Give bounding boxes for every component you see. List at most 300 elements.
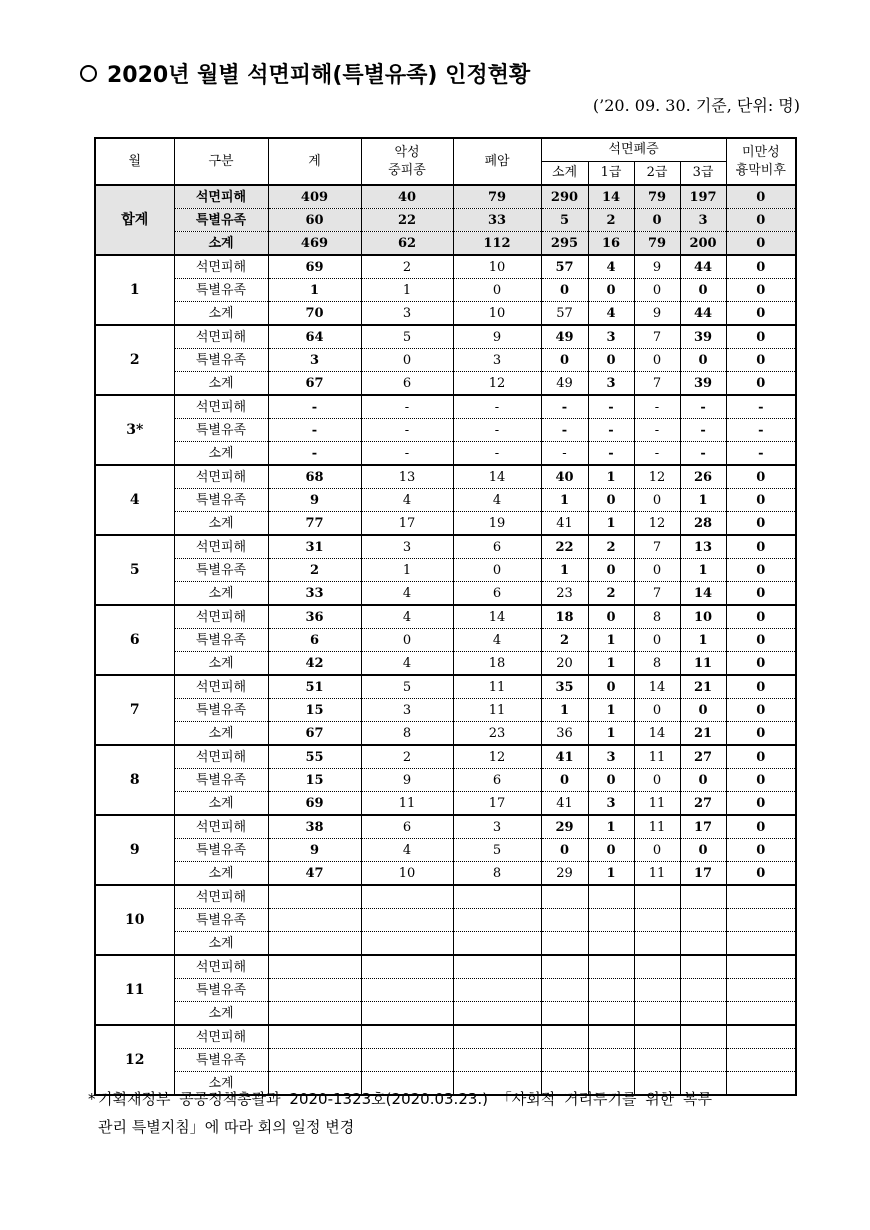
value-cell: 0 xyxy=(588,489,634,512)
table-row xyxy=(95,605,796,629)
value-cell: 2 xyxy=(588,535,634,559)
value-cell: 17 xyxy=(680,815,726,839)
value-cell xyxy=(361,1025,453,1049)
value-cell: 2 xyxy=(268,559,361,582)
table-row xyxy=(95,1025,796,1049)
value-cell xyxy=(453,979,541,1002)
value-cell: 23 xyxy=(541,582,588,606)
value-cell: 6 xyxy=(361,815,453,839)
value-cell: 18 xyxy=(541,605,588,629)
value-cell: 27 xyxy=(680,745,726,769)
table-row xyxy=(95,699,796,722)
value-cell: 5 xyxy=(453,839,541,862)
value-cell xyxy=(541,1002,588,1026)
value-cell xyxy=(588,1025,634,1049)
value-cell xyxy=(541,932,588,956)
value-cell xyxy=(726,979,796,1002)
category-cell: 소계 xyxy=(174,232,268,256)
value-cell: 19 xyxy=(453,512,541,536)
value-cell: 0 xyxy=(726,535,796,559)
table-row xyxy=(95,932,796,956)
category-cell: 특별유족 xyxy=(174,279,268,302)
value-cell: 1 xyxy=(268,279,361,302)
value-cell: 0 xyxy=(453,559,541,582)
value-cell: 0 xyxy=(726,792,796,816)
value-cell xyxy=(268,932,361,956)
value-cell: 0 xyxy=(726,652,796,676)
value-cell: - xyxy=(361,395,453,419)
value-cell: 67 xyxy=(268,372,361,396)
value-cell: - xyxy=(634,395,680,419)
value-cell: 0 xyxy=(726,605,796,629)
value-cell: 0 xyxy=(726,232,796,256)
value-cell: 12 xyxy=(634,512,680,536)
value-cell xyxy=(541,1025,588,1049)
value-cell: 57 xyxy=(541,255,588,279)
value-cell: 2 xyxy=(541,629,588,652)
value-cell: - xyxy=(541,419,588,442)
category-cell: 소계 xyxy=(174,302,268,326)
header-asbestosis: 석면폐증 xyxy=(541,138,726,162)
table-row xyxy=(95,465,796,489)
value-cell: 1 xyxy=(541,489,588,512)
value-cell: 11 xyxy=(361,792,453,816)
value-cell: 2 xyxy=(588,209,634,232)
table-row xyxy=(95,1002,796,1026)
month-cell: 10 xyxy=(95,885,174,955)
value-cell: 12 xyxy=(453,745,541,769)
category-cell: 소계 xyxy=(174,442,268,466)
value-cell xyxy=(726,1025,796,1049)
month-cell: 4 xyxy=(95,465,174,535)
value-cell xyxy=(541,1049,588,1072)
value-cell: - xyxy=(453,442,541,466)
value-cell: 0 xyxy=(361,349,453,372)
value-cell: 11 xyxy=(634,792,680,816)
value-cell: 0 xyxy=(680,769,726,792)
value-cell xyxy=(680,955,726,979)
value-cell: 3 xyxy=(588,745,634,769)
value-cell: 11 xyxy=(634,815,680,839)
value-cell: 4 xyxy=(453,489,541,512)
value-cell: 14 xyxy=(680,582,726,606)
value-cell xyxy=(268,909,361,932)
value-cell: 69 xyxy=(268,255,361,279)
value-cell: 21 xyxy=(680,722,726,746)
value-cell: - xyxy=(268,395,361,419)
value-cell: 1 xyxy=(680,559,726,582)
category-cell: 특별유족 xyxy=(174,979,268,1002)
value-cell: 36 xyxy=(541,722,588,746)
value-cell: 0 xyxy=(634,629,680,652)
month-cell: 12 xyxy=(95,1025,174,1095)
value-cell: 41 xyxy=(541,745,588,769)
value-cell: 0 xyxy=(634,839,680,862)
value-cell: 77 xyxy=(268,512,361,536)
value-cell: 7 xyxy=(634,535,680,559)
value-cell: 7 xyxy=(634,582,680,606)
value-cell: 0 xyxy=(588,349,634,372)
table-row xyxy=(95,652,796,676)
value-cell: 3 xyxy=(361,699,453,722)
value-cell: 1 xyxy=(361,559,453,582)
value-cell: 3 xyxy=(453,815,541,839)
category-cell: 특별유족 xyxy=(174,769,268,792)
category-cell: 특별유족 xyxy=(174,349,268,372)
value-cell: - xyxy=(541,442,588,466)
value-cell: 1 xyxy=(680,629,726,652)
value-cell: 6 xyxy=(268,629,361,652)
value-cell: - xyxy=(268,419,361,442)
table-row xyxy=(95,372,796,396)
value-cell: 10 xyxy=(453,255,541,279)
value-cell: 0 xyxy=(541,839,588,862)
value-cell xyxy=(726,885,796,909)
value-cell: 0 xyxy=(726,349,796,372)
table-row xyxy=(95,489,796,512)
table-row xyxy=(95,512,796,536)
value-cell: 0 xyxy=(541,349,588,372)
value-cell: - xyxy=(634,419,680,442)
value-cell: 0 xyxy=(726,372,796,396)
table-row xyxy=(95,325,796,349)
table-row xyxy=(95,815,796,839)
footnote-line2: 관리 특별지침」에 따라 회의 일정 변경 xyxy=(98,1118,355,1136)
value-cell xyxy=(361,1002,453,1026)
value-cell: 27 xyxy=(680,792,726,816)
header-grade2: 2급 xyxy=(634,162,680,186)
value-cell: 22 xyxy=(361,209,453,232)
value-cell xyxy=(453,885,541,909)
value-cell xyxy=(634,1025,680,1049)
value-cell: 79 xyxy=(634,185,680,209)
value-cell: 6 xyxy=(361,372,453,396)
value-cell: 14 xyxy=(588,185,634,209)
category-cell: 특별유족 xyxy=(174,1049,268,1072)
table-row xyxy=(95,279,796,302)
value-cell: - xyxy=(453,419,541,442)
value-cell: 14 xyxy=(453,465,541,489)
header-meso-line2: 중피종 xyxy=(388,162,426,178)
value-cell: 8 xyxy=(634,652,680,676)
value-cell: 197 xyxy=(680,185,726,209)
footnote xyxy=(88,1085,798,1141)
value-cell: 0 xyxy=(726,862,796,886)
value-cell: 9 xyxy=(268,489,361,512)
value-cell: - xyxy=(726,395,796,419)
value-cell: 10 xyxy=(361,862,453,886)
circle-bullet-icon xyxy=(80,65,97,82)
category-cell: 소계 xyxy=(174,722,268,746)
table-row xyxy=(95,209,796,232)
table-row xyxy=(95,255,796,279)
category-cell: 소계 xyxy=(174,1002,268,1026)
table-row xyxy=(95,909,796,932)
value-cell: 1 xyxy=(588,465,634,489)
month-cell: 3* xyxy=(95,395,174,465)
category-cell: 특별유족 xyxy=(174,489,268,512)
value-cell: 6 xyxy=(453,582,541,606)
value-cell: 38 xyxy=(268,815,361,839)
value-cell: 4 xyxy=(453,629,541,652)
value-cell xyxy=(634,932,680,956)
category-cell: 소계 xyxy=(174,652,268,676)
category-cell: 소계 xyxy=(174,792,268,816)
value-cell: 1 xyxy=(588,512,634,536)
value-cell: 11 xyxy=(453,699,541,722)
category-cell: 특별유족 xyxy=(174,419,268,442)
value-cell: 1 xyxy=(588,815,634,839)
value-cell xyxy=(268,1025,361,1049)
value-cell: 11 xyxy=(634,745,680,769)
value-cell xyxy=(453,909,541,932)
value-cell: 0 xyxy=(680,699,726,722)
value-cell: - xyxy=(541,395,588,419)
header-meso-line1: 악성 xyxy=(394,144,420,160)
value-cell xyxy=(588,885,634,909)
value-cell xyxy=(361,932,453,956)
value-cell: 0 xyxy=(634,489,680,512)
value-cell xyxy=(268,1049,361,1072)
value-cell: 200 xyxy=(680,232,726,256)
value-cell: 17 xyxy=(361,512,453,536)
value-cell: 0 xyxy=(726,325,796,349)
month-cell: 1 xyxy=(95,255,174,325)
value-cell: - xyxy=(361,419,453,442)
value-cell xyxy=(361,955,453,979)
category-cell: 석면피해 xyxy=(174,395,268,419)
value-cell xyxy=(361,979,453,1002)
page-title xyxy=(80,58,530,89)
value-cell: 0 xyxy=(726,185,796,209)
value-cell xyxy=(680,932,726,956)
value-cell: 0 xyxy=(726,699,796,722)
value-cell: 62 xyxy=(361,232,453,256)
value-cell: 60 xyxy=(268,209,361,232)
value-cell: 0 xyxy=(588,675,634,699)
table-row xyxy=(95,839,796,862)
value-cell xyxy=(634,909,680,932)
value-cell: - xyxy=(361,442,453,466)
table-row xyxy=(95,442,796,466)
value-cell: 42 xyxy=(268,652,361,676)
value-cell: 3 xyxy=(268,349,361,372)
value-cell: 44 xyxy=(680,302,726,326)
table-row xyxy=(95,582,796,606)
value-cell: 55 xyxy=(268,745,361,769)
value-cell: 29 xyxy=(541,862,588,886)
value-cell: 13 xyxy=(680,535,726,559)
value-cell: 40 xyxy=(361,185,453,209)
value-cell: 11 xyxy=(634,862,680,886)
value-cell: - xyxy=(453,395,541,419)
value-cell: 0 xyxy=(453,279,541,302)
value-cell: 69 xyxy=(268,792,361,816)
category-cell: 석면피해 xyxy=(174,255,268,279)
value-cell xyxy=(680,885,726,909)
value-cell: 35 xyxy=(541,675,588,699)
header-asbestosis-subtotal: 소계 xyxy=(541,162,588,186)
value-cell xyxy=(361,909,453,932)
value-cell: 1 xyxy=(588,652,634,676)
table-row xyxy=(95,979,796,1002)
value-cell: 0 xyxy=(634,279,680,302)
category-cell: 특별유족 xyxy=(174,699,268,722)
value-cell: 0 xyxy=(726,675,796,699)
table-row xyxy=(95,395,796,419)
category-cell: 소계 xyxy=(174,512,268,536)
value-cell xyxy=(680,1025,726,1049)
value-cell: 295 xyxy=(541,232,588,256)
value-cell: 0 xyxy=(634,559,680,582)
header-month: 월 xyxy=(95,138,174,185)
category-cell: 소계 xyxy=(174,372,268,396)
header-total: 계 xyxy=(268,138,361,185)
value-cell: 41 xyxy=(541,792,588,816)
value-cell: 0 xyxy=(726,209,796,232)
value-cell: 8 xyxy=(634,605,680,629)
value-cell: 0 xyxy=(588,839,634,862)
footnote-star: * xyxy=(88,1090,96,1108)
value-cell xyxy=(453,932,541,956)
value-cell: 26 xyxy=(680,465,726,489)
value-cell: 0 xyxy=(680,839,726,862)
category-cell: 소계 xyxy=(174,932,268,956)
value-cell: 11 xyxy=(680,652,726,676)
category-cell: 석면피해 xyxy=(174,1025,268,1049)
value-cell xyxy=(541,979,588,1002)
value-cell: 1 xyxy=(588,862,634,886)
value-cell xyxy=(726,909,796,932)
value-cell xyxy=(726,955,796,979)
value-cell: 0 xyxy=(361,629,453,652)
header-row-1 xyxy=(95,138,796,162)
header-grade1: 1급 xyxy=(588,162,634,186)
value-cell: 10 xyxy=(680,605,726,629)
value-cell: 16 xyxy=(588,232,634,256)
value-cell: - xyxy=(726,419,796,442)
value-cell: 40 xyxy=(541,465,588,489)
header-minor-line1: 미만성 xyxy=(741,144,780,160)
value-cell: 12 xyxy=(453,372,541,396)
value-cell: 4 xyxy=(588,302,634,326)
value-cell: 0 xyxy=(726,629,796,652)
category-cell: 석면피해 xyxy=(174,465,268,489)
table-row xyxy=(95,769,796,792)
value-cell: 3 xyxy=(588,792,634,816)
header-pleural-thickening xyxy=(726,138,796,185)
value-cell: 0 xyxy=(726,255,796,279)
category-cell: 특별유족 xyxy=(174,559,268,582)
table-row xyxy=(95,675,796,699)
header-category: 구분 xyxy=(174,138,268,185)
value-cell: 1 xyxy=(361,279,453,302)
value-cell: 0 xyxy=(726,582,796,606)
value-cell xyxy=(634,885,680,909)
value-cell xyxy=(453,1002,541,1026)
value-cell: 3 xyxy=(453,349,541,372)
value-cell xyxy=(634,955,680,979)
value-cell: 39 xyxy=(680,325,726,349)
table-row xyxy=(95,419,796,442)
value-cell xyxy=(268,885,361,909)
value-cell: - xyxy=(680,395,726,419)
value-cell: 11 xyxy=(453,675,541,699)
value-cell: 5 xyxy=(361,675,453,699)
value-cell: 4 xyxy=(361,605,453,629)
value-cell xyxy=(541,885,588,909)
value-cell: 17 xyxy=(680,862,726,886)
value-cell: 0 xyxy=(634,349,680,372)
table-row xyxy=(95,955,796,979)
value-cell: 21 xyxy=(680,675,726,699)
value-cell: 0 xyxy=(541,769,588,792)
value-cell: 469 xyxy=(268,232,361,256)
value-cell xyxy=(680,1049,726,1072)
value-cell: 1 xyxy=(588,699,634,722)
category-cell: 특별유족 xyxy=(174,909,268,932)
table-row xyxy=(95,862,796,886)
value-cell: - xyxy=(726,442,796,466)
table-row xyxy=(95,559,796,582)
value-cell: 0 xyxy=(726,302,796,326)
value-cell: 39 xyxy=(680,372,726,396)
value-cell: 290 xyxy=(541,185,588,209)
value-cell: 14 xyxy=(453,605,541,629)
value-cell: 1 xyxy=(541,559,588,582)
table-row xyxy=(95,745,796,769)
month-cell: 6 xyxy=(95,605,174,675)
value-cell: 1 xyxy=(680,489,726,512)
value-cell: 0 xyxy=(588,279,634,302)
title-text: 2020년 월별 석면피해(특별유족) 인정현황 xyxy=(107,63,531,88)
value-cell xyxy=(453,1025,541,1049)
value-cell xyxy=(680,1002,726,1026)
value-cell: 28 xyxy=(680,512,726,536)
value-cell: 3 xyxy=(361,302,453,326)
value-cell: - xyxy=(588,442,634,466)
value-cell: 0 xyxy=(726,815,796,839)
value-cell xyxy=(726,1049,796,1072)
value-cell: 0 xyxy=(680,349,726,372)
value-cell xyxy=(680,909,726,932)
table-row xyxy=(95,792,796,816)
category-cell: 석면피해 xyxy=(174,535,268,559)
table-row xyxy=(95,349,796,372)
category-cell: 특별유족 xyxy=(174,629,268,652)
value-cell: 49 xyxy=(541,325,588,349)
value-cell: 2 xyxy=(588,582,634,606)
value-cell: 15 xyxy=(268,699,361,722)
value-cell: 20 xyxy=(541,652,588,676)
value-cell: 70 xyxy=(268,302,361,326)
value-cell xyxy=(361,1049,453,1072)
value-cell: 5 xyxy=(541,209,588,232)
value-cell: - xyxy=(634,442,680,466)
value-cell: 0 xyxy=(726,465,796,489)
category-cell: 소계 xyxy=(174,862,268,886)
value-cell xyxy=(268,1002,361,1026)
value-cell: 79 xyxy=(634,232,680,256)
value-cell: 4 xyxy=(361,839,453,862)
value-cell: 112 xyxy=(453,232,541,256)
value-cell: 9 xyxy=(634,302,680,326)
value-cell: 7 xyxy=(634,372,680,396)
category-cell: 소계 xyxy=(174,1072,268,1096)
value-cell: 6 xyxy=(453,769,541,792)
table-row xyxy=(95,302,796,326)
value-cell xyxy=(588,955,634,979)
